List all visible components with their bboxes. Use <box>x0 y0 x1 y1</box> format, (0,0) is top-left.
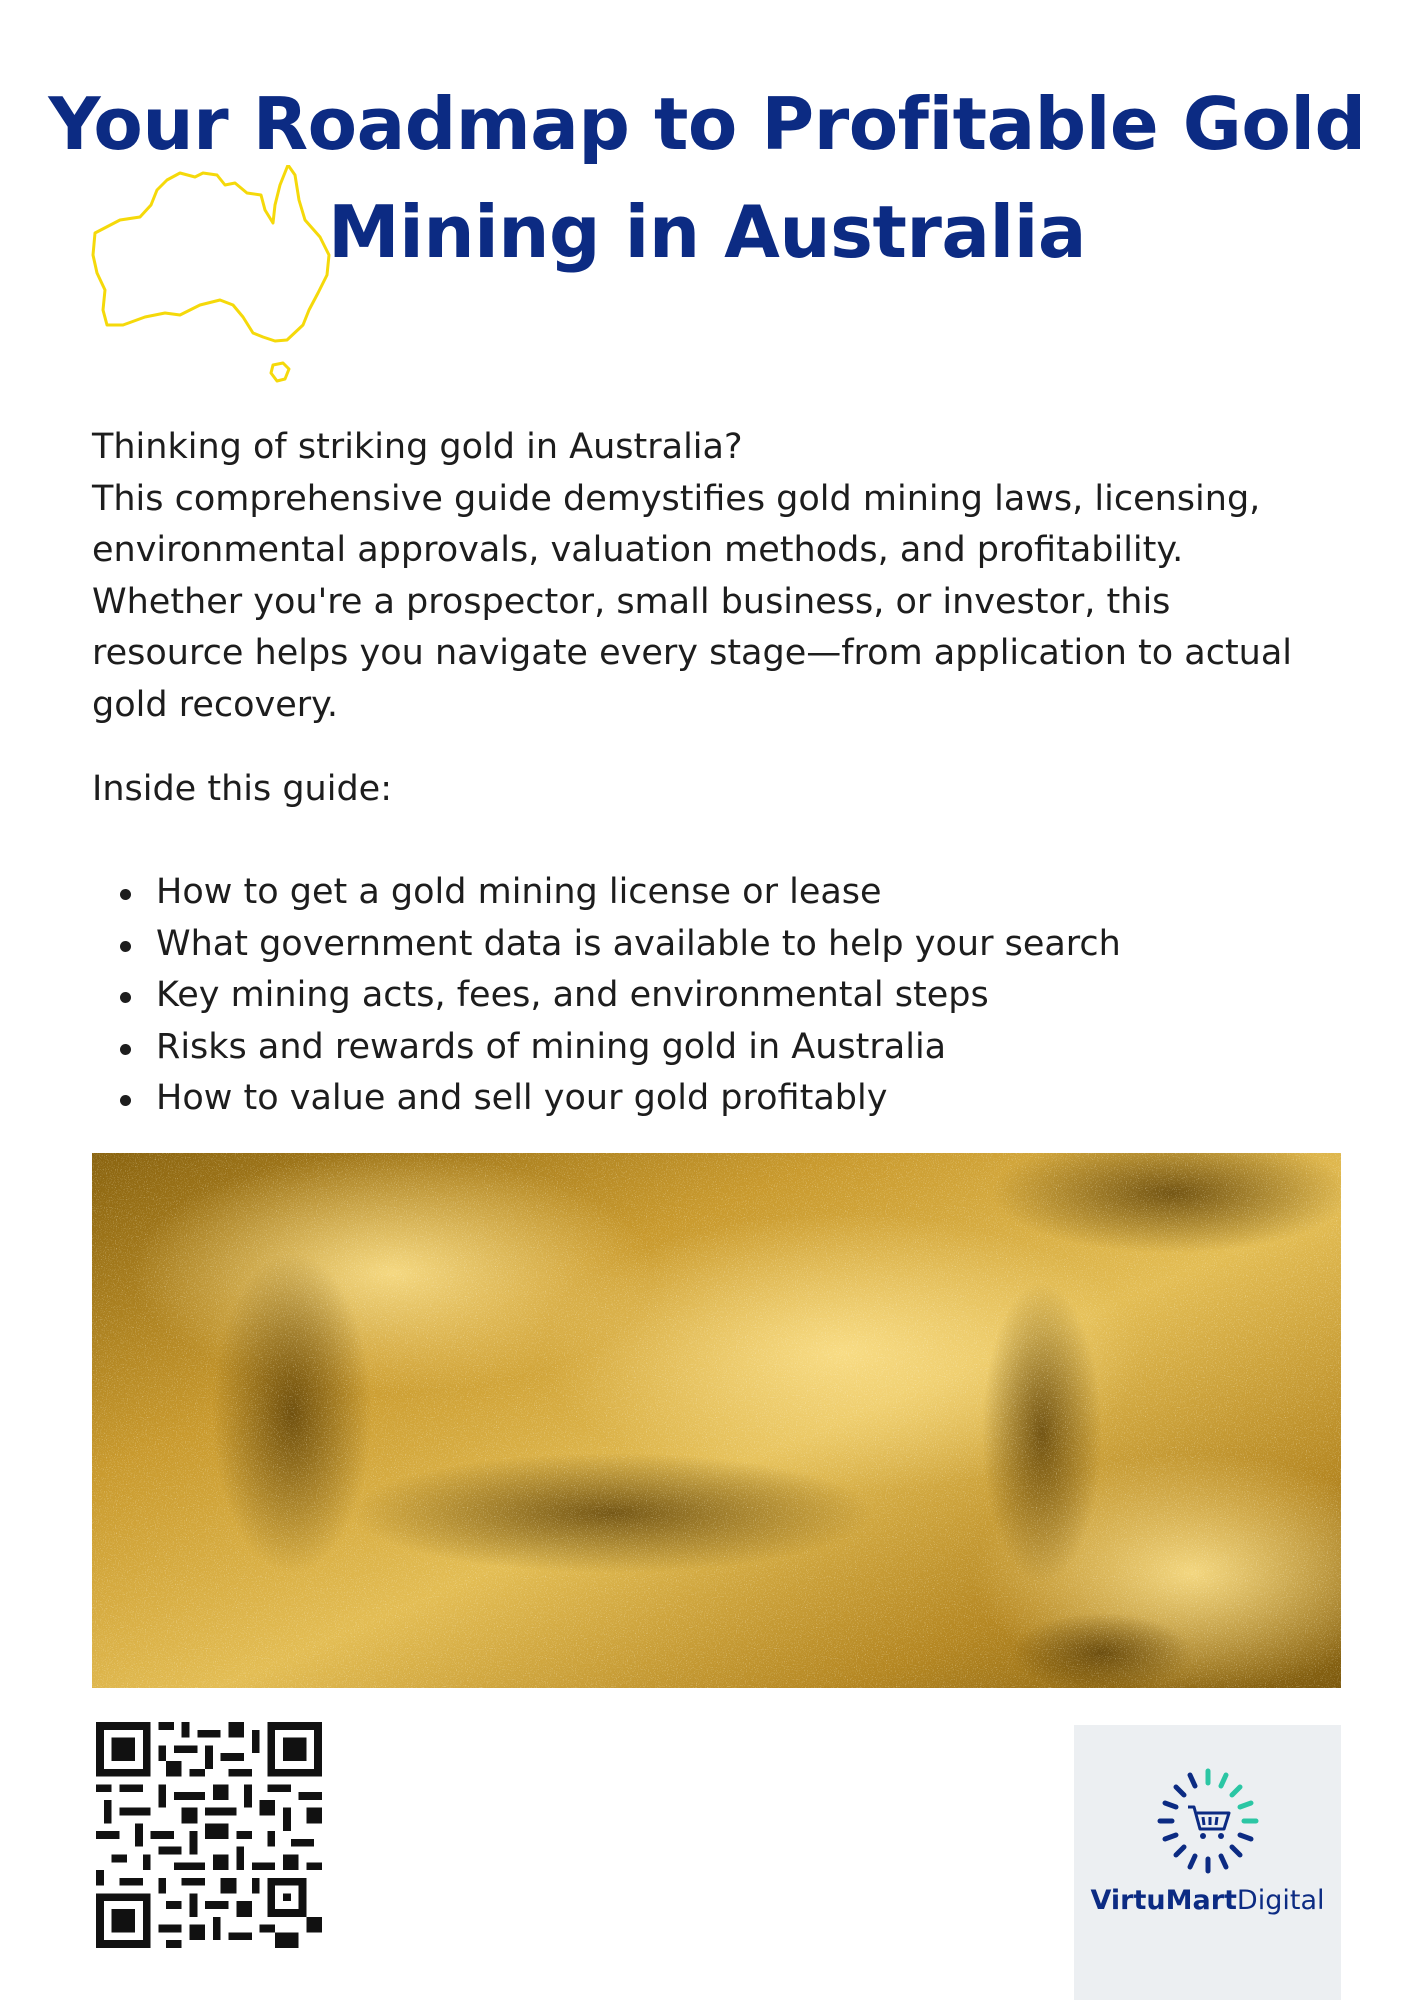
brand-logo <box>1074 1725 1341 2000</box>
intro-body: This comprehensive guide demystifies gold mining laws, licensing, environmental approvals, valuation methods, and profitability. Whether you're a prospector, small business, or investor, this resource helps you navigate every stage—from application to actual gold recovery. <box>92 478 1293 725</box>
list-item: Risks and rewards of mining gold in Australia <box>92 1022 1332 1074</box>
brand-name-part2: Digital <box>1236 1885 1325 1916</box>
intro-text <box>92 422 1332 731</box>
guide-list <box>92 867 1332 1125</box>
qr-code-icon <box>96 1722 322 1948</box>
list-item: How to value and sell your gold profitably <box>92 1073 1332 1125</box>
brand-name <box>1074 1885 1341 1916</box>
shopping-cart-icon <box>1152 1765 1264 1877</box>
brand-name-part1: VirtuMart <box>1090 1885 1237 1916</box>
list-item: What government data is available to help your search <box>92 919 1332 971</box>
guide-heading: Inside this guide: <box>92 769 392 809</box>
australia-outline-icon <box>85 165 335 395</box>
intro-question: Thinking of striking gold in Australia? <box>92 427 743 467</box>
page-title: Your Roadmap to Profitable Gold Mining in Australia <box>48 82 1366 274</box>
gold-texture-image <box>92 1153 1341 1688</box>
list-item: Key mining acts, fees, and environmental steps <box>92 970 1332 1022</box>
list-item: How to get a gold mining license or lease <box>92 867 1332 919</box>
